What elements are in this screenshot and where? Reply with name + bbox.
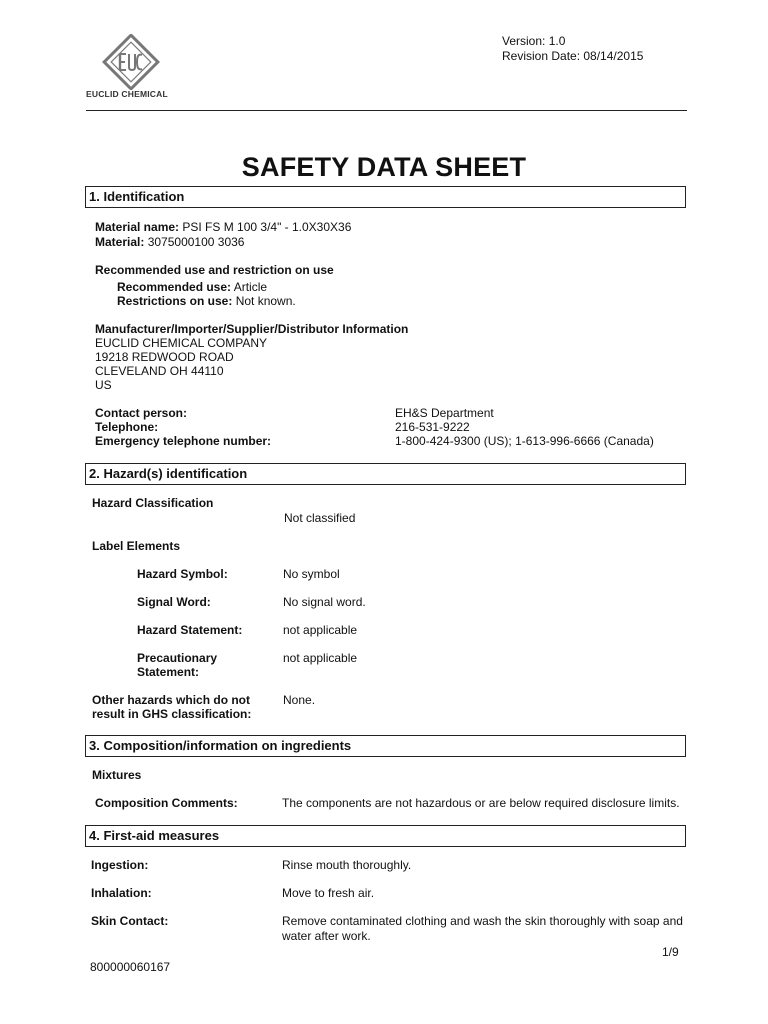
material-value: 3075000100 3036 — [144, 235, 245, 249]
other-hazards-value: None. — [283, 693, 316, 707]
company-logo — [86, 34, 176, 100]
recommended-use-heading: Recommended use and restriction on use — [95, 263, 334, 277]
section-2-heading: 2. Hazard(s) identification — [89, 466, 248, 481]
contact-label: Contact person: — [95, 406, 188, 420]
recommended-use-label: Recommended use: — [117, 280, 232, 294]
section-3-header — [85, 735, 686, 757]
section-2-header — [85, 463, 686, 485]
document-number: 800000060167 — [90, 960, 171, 974]
hazard-classification-label: Hazard Classification — [92, 496, 214, 510]
telephone-value: 216-531-9222 — [395, 420, 470, 434]
other-hazards-label-line-2: result in GHS classification: — [92, 707, 252, 721]
restrictions-label: Restrictions on use: — [117, 294, 233, 308]
material-row — [95, 235, 244, 249]
label-elements-heading: Label Elements — [92, 539, 181, 553]
precautionary-label-line-2: Statement: — [137, 665, 200, 679]
material-name-label: Material name: — [95, 220, 180, 234]
emergency-value: 1-800-424-9300 (US); 1-613-996-6666 (Canada) — [395, 434, 654, 448]
header-divider — [86, 110, 687, 111]
other-hazards-label-line-1: Other hazards which do not — [92, 693, 251, 707]
composition-comments-label: Composition Comments: — [95, 796, 238, 810]
ingestion-value: Rinse mouth thoroughly. — [282, 858, 412, 872]
ingestion-label: Ingestion: — [91, 858, 149, 872]
euclid-logo-icon — [86, 34, 176, 90]
mixtures-heading: Mixtures — [92, 768, 142, 782]
signal-word-value: No signal word. — [283, 595, 366, 609]
emergency-label: Emergency telephone number: — [95, 434, 272, 448]
company-name: EUCLID CHEMICAL COMPANY — [95, 336, 268, 350]
logo-text: EUCLID CHEMICAL — [86, 89, 168, 99]
address-country: US — [95, 378, 112, 392]
skin-contact-label: Skin Contact: — [91, 914, 169, 928]
address-line-1: 19218 REDWOOD ROAD — [95, 350, 234, 364]
telephone-label: Telephone: — [95, 420, 159, 434]
recommended-use-row — [117, 280, 267, 294]
revision-date: Revision Date: 08/14/2015 — [502, 49, 644, 63]
material-name-row — [95, 220, 351, 234]
section-1-header — [85, 186, 686, 208]
material-name-value: PSI FS M 100 3/4" - 1.0X30X36 — [179, 220, 352, 234]
restrictions-row — [117, 294, 296, 308]
document-meta — [502, 34, 643, 64]
version-text: Version: 1.0 — [502, 34, 566, 48]
signal-word-label: Signal Word: — [137, 595, 211, 609]
section-4-header — [85, 825, 686, 847]
hazard-symbol-label: Hazard Symbol: — [137, 567, 228, 581]
precautionary-value: not applicable — [283, 651, 358, 665]
inhalation-value: Move to fresh air. — [282, 886, 375, 900]
hazard-symbol-value: No symbol — [283, 567, 340, 581]
contact-value: EH&S Department — [395, 406, 494, 420]
section-4-heading: 4. First-aid measures — [89, 828, 220, 843]
precautionary-label-line-1: Precautionary — [137, 651, 218, 665]
page-number: 1/9 — [662, 945, 679, 959]
page-title: SAFETY DATA SHEET — [241, 152, 527, 182]
section-1-heading: 1. Identification — [89, 189, 185, 204]
composition-comments-value: The components are not hazardous or are below required disclosure limits. — [282, 796, 680, 810]
material-label: Material: — [95, 235, 145, 249]
section-3-heading: 3. Composition/information on ingredients — [89, 738, 352, 753]
restrictions-value: Not known. — [232, 294, 296, 308]
recommended-use-value: Article — [231, 280, 268, 294]
hazard-classification-value: Not classified — [284, 511, 356, 525]
inhalation-label: Inhalation: — [91, 886, 152, 900]
manufacturer-heading: Manufacturer/Importer/Supplier/Distributor Information — [95, 322, 409, 336]
skin-contact-value-line-2: water after work. — [282, 929, 371, 943]
hazard-statement-value: not applicable — [283, 623, 358, 637]
skin-contact-value-line-1: Remove contaminated clothing and wash the skin thoroughly with soap and — [282, 914, 683, 928]
hazard-statement-label: Hazard Statement: — [137, 623, 243, 637]
address-line-2: CLEVELAND OH 44110 — [95, 364, 224, 378]
